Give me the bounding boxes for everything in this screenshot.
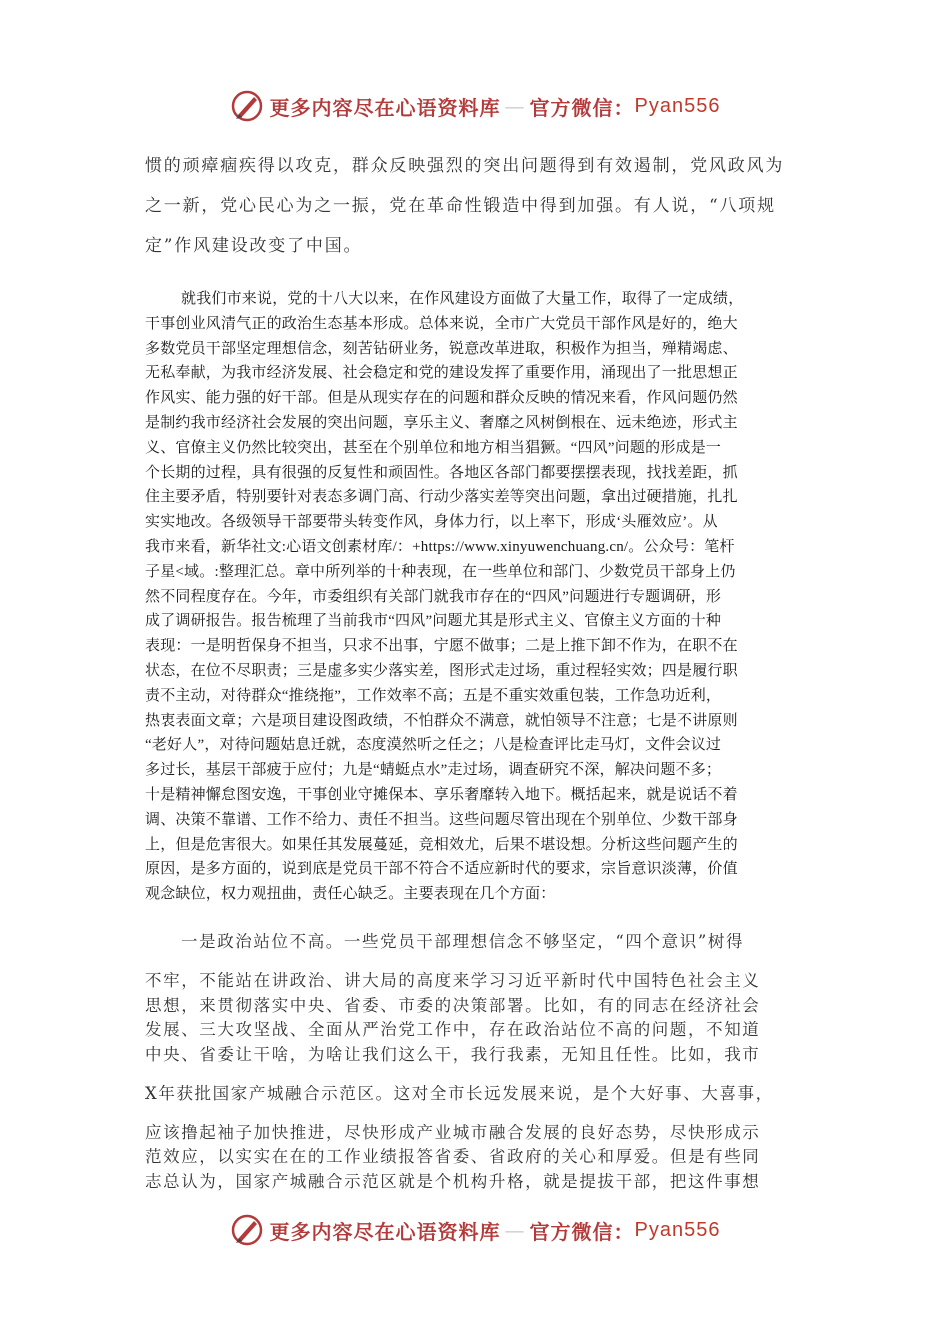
text-line: 应该撸起袖子加快推进，尽快形成产业城市融合发展的良好态势，尽快形成示	[145, 1122, 761, 1142]
text-line: 实实地改。各级领导干部要带头转变作风，身体力行，以上率下，形成‘头雁效应’。从	[145, 514, 718, 531]
text-line: 然不同程度存在。今年，市委组织有关部门就我市存在的“四风”问题进行专题调研，形	[145, 588, 722, 605]
text-line: 作风实、能力强的好干部。但是从现实存在的问题和群众反映的情况来看，作风问题仍然	[145, 390, 738, 407]
header-banner	[0, 86, 950, 126]
text-line: 十是精神懈怠图安逸，干事创业守摊保本、享乐奢靡转入地下。概括起来，就是说话不着	[145, 786, 738, 803]
text-line: 上，但是危害很大。如果任其发展蔓延，竞相效尤，后果不堪设想。分析这些问题产生的	[145, 836, 738, 853]
text-line: 干事创业风清气正的政治生态基本形成。总体来说，全市广大党员干部作风是好的，绝大	[145, 315, 738, 332]
text-line: 一是政治站位不高。一些党员干部理想信念不够坚定，“四个意识”树得	[181, 932, 745, 951]
text-line: 范效应，以实实在在的工作业绩报答省委、省政府的关心和厚爱。但是有些同	[145, 1147, 761, 1167]
text-line: 热衷表面文章；六是项目建设图政绩，不怕群众不满意，就怕领导不注意；七是不讲原则	[145, 712, 738, 729]
text-line: 定”作风建设改变了中国。	[145, 236, 363, 256]
text-line: 住主要矛盾，特别要针对表态多调门高、行动少落实差等突出问题，拿出过硬措施，扎扎	[145, 489, 738, 506]
text-line: 惯的顽瘴痼疾得以攻克，群众反映强烈的突出问题得到有效遏制，党风政风为	[145, 156, 785, 176]
text-line: 就我们市来说，党的十八大以来，在作风建设方面做了大量工作，取得了一定成绩，	[181, 291, 744, 307]
text-line: 多过长，基层干部疲于应付；九是“蜻蜓点水”走过场，调查研究不深，解决问题不多；	[145, 762, 722, 779]
banner-title: 更多内容尽在心语资料库	[269, 95, 501, 120]
pen-logo-icon	[230, 1213, 264, 1247]
text-line: 志总认为，国家产城融合示范区就是个机构升格，就是提拔干部，把这件事想	[145, 1171, 761, 1191]
banner-wechat-label: 官方微信：	[529, 95, 635, 120]
paragraph-3	[145, 929, 805, 1195]
banner-wechat-id: Pyan556	[634, 94, 721, 117]
text-line: 观念缺位，权力观扭曲，责任心缺乏。主要表现在几个方面：	[145, 886, 556, 903]
banner-title: 更多内容尽在心语资料库	[269, 1219, 501, 1244]
banner-separator: —	[504, 1218, 526, 1242]
footer-banner	[0, 1210, 950, 1250]
banner-wechat-label: 官方微信：	[529, 1219, 635, 1244]
text-line: 表现：一是明哲保身不担当，只求不出事，宁愿不做事；二是上推下卸不作为，在职不在	[145, 638, 738, 655]
text-line: 是制约我市经济社会发展的突出问题，享乐主义、奢靡之风树倒根在、远未绝迹，形式主	[145, 414, 738, 431]
text-line: 原因，是多方面的，说到底是党员干部不符合不适应新时代的要求，宗旨意识淡薄，价值	[145, 861, 738, 878]
paragraph-1	[145, 146, 805, 266]
text-line: 义、官僚主义仍然比较突出，甚至在个别单位和地方相当猖獗。“四风”问题的形成是一	[145, 439, 722, 456]
text-line: 子星<域。:整理汇总。章中所列举的十种表现，在一些单位和部门、少数党员干部身上仍	[145, 563, 736, 580]
text-line: 不牢，不能站在讲政治、讲大局的高度来学习习近平新时代中国特色社会主义	[145, 971, 761, 990]
pen-logo-icon	[230, 89, 264, 123]
banner-separator: —	[504, 94, 526, 118]
text-line: 无私奉献，为我市经济发展、社会稳定和党的建设发挥了重要作用，涌现出了一批思想正	[145, 365, 738, 382]
paragraph-2	[145, 287, 805, 907]
text-line: 成了调研报告。报告梳理了当前我市“四风”问题尤其是形式主义、官僚主义方面的十种	[145, 613, 722, 630]
text-line: 个长期的过程，具有很强的反复性和顽固性。各地区各部门都要摆摆表现，找找差距，抓	[145, 464, 738, 481]
banner-wechat-id: Pyan556	[634, 1218, 721, 1241]
text-line: X年获批国家产城融合示范区。这对全市长远发展来说，是个大好事、大喜事，	[145, 1083, 774, 1103]
text-line: 调、决策不靠谱、工作不给力、责任不担当。这些问题尽管出现在个别单位、少数干部身	[145, 811, 738, 828]
text-line: 之一新，党心民心为之一振，党在革命性锻造中得到加强。有人说，“八项规	[145, 196, 776, 216]
text-line: “老好人”，对待问题姑息迁就，态度漠然听之任之；八是检查评比走马灯，文件会议过	[145, 737, 722, 754]
text-line: 状态，在位不尽职责；三是虚多实少落实差，图形式走过场，重过程轻实效；四是履行职	[145, 662, 738, 679]
text-line: 发展、三大攻坚战、全面从严治党工作中，存在政治站位不高的问题，不知道	[145, 1020, 761, 1040]
text-line: 多数党员干部坚定理想信念，刻苦钻研业务，锐意改革进取，积极作为担当，殚精竭虑、	[145, 340, 738, 357]
text-line: 责不主动，对待群众“推绕拖”，工作效率不高；五是不重实效重包装，工作急功近利，	[145, 687, 722, 704]
text-line: 思想，来贯彻落实中央、省委、市委的决策部署。比如，有的同志在经济社会	[145, 995, 761, 1015]
text-line: 中央、省委让干啥，为啥让我们这么干，我行我素，无知且任性。比如，我市	[145, 1045, 761, 1065]
text-line: 我市来看，新华社文:心语文创素材库/：+https://www.xinyuwenchuang.cn/。公众号：笔杆	[145, 538, 735, 555]
